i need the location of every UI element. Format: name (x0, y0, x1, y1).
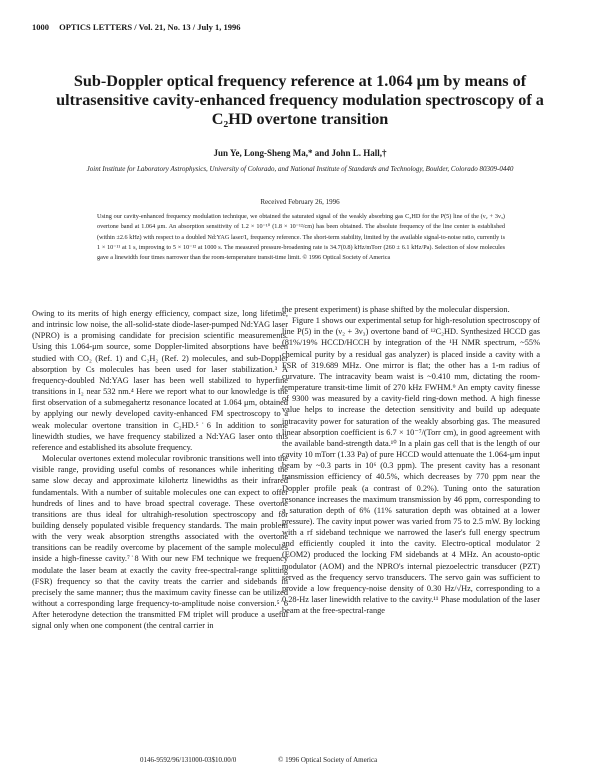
body-column-right (282, 304, 540, 616)
paragraph: Molecular overtones extend molecular rovibronic transitions well into the visible range, providing useful combs of resonances while inheriting the same slow decay and approximate kilohertz linewidths as their infrared fundamentals. With a number of suitable molecules one can expect to offer hundreds of lines and to have broad spectral coverage. These overtone transitions are thus ideal for ultrahigh-resolution spectroscopy and for building densely populated visible frequency standards. The main problem with the very weak absorption strengths associated with the overtone transitions can be readily overcome by placement of the sample molecules inside a high-finesse cavity.⁷˙8 With our new FM technique we frequency modulate the laser beam at exactly the cavity free-spectral-range splitting (FSR) frequency so that the cavity treats the carrier and sidebands in precisely the same manner; thus the maximum cavity finesse can be utilized without a corresponding large frequency-to-amplitude noise conversion.⁵˙6 After heterodyne detection the transmitted FM triplet will produce a useful signal only when one component (the central carrier in (32, 454, 288, 631)
received-date: Received February 26, 1996 (260, 198, 340, 206)
running-header (32, 22, 572, 32)
journal-citation: OPTICS LETTERS / Vol. 21, No. 13 / July 1, 1996 (59, 22, 241, 32)
copyright: © 1996 Optical Society of America (278, 756, 378, 764)
article-code: 0146-9592/96/131000-03$10.00/0 (140, 756, 237, 764)
page-number: 1000 (32, 22, 49, 32)
paragraph: the present experiment) is phase shifted by the molecular dispersion. (282, 305, 510, 314)
paper-title: Sub-Doppler optical frequency reference at 1.064 μm by means of ultrasensitive cavity-enhanced frequency modulation spectroscopy of a C₂HD overtone transition (56, 72, 544, 128)
paragraph: Figure 1 shows our experimental setup for high-resolution spectroscopy of line P(5) in the (ν₂ + 3ν₃) overtone band of ¹²C₂HD. Synthesized HCCD gas (81%/19% HCCD/HCCH by integration of the ¹H NMR spectrum, ~55% chemical purity by a residual gas analyzer) is placed inside a cavity with a FSR of 319.689 MHz. One mirror is flat; the other has a 1-m radius of curvature. The intracavity beam waist is ~0.410 mm, dictating the room-temperature transit-time limit of 270 kHz FWHM.⁹ An empty cavity finesse of 9300 was measured by a cavity-field ring-down method. A high finesse value helps to increase the detection sensitivity and build up adequate intracavity power for saturation of the weakly absorbing gas. The measured linear absorption coefficient is 6.7 × 10⁻⁷/(Torr cm), in good agreement with the available band-strength data.¹⁰ In a plain gas cell that is the length of our cavity 10 mTorr (1.33 Pa) of pure HCCD would attenuate the 1.064-μm input beam by ~0.3 parts in 10⁶ (0.3 ppm). The present cavity has a resonant transmission efficiency of 40.5%, which decreases by 770 ppm near the Doppler profile peak (a contrast of 0.2%). Tuning onto the saturation resonance increases the maximum transmission by 46 ppm, corresponding to a saturation depth of 6% (11% saturation depth was obtained at a lower pressure). The cavity input power was varied from 75 to 2.5 mW. By locking with a rf sideband technique we narrowed the laser's full energy spectrum and efficiently coupled it into the cavity. Electro-optical modulator 2 (EOM2) produced the locking FM sidebands at 4 MHz. An acousto-optic modulator (AOM) and the NPRO's internal piezoelectric transducer (PZT) served as the frequency servo transducers. The servo gain was sufficient to provide a low frequency-noise density of 0.30 Hz/√Hz, corresponding to a 0.28-Hz laser linewidth relative to the cavity.¹¹ Phase modulation of the laser beam at the free-spectral-range (282, 316, 540, 616)
paragraph: Owing to its merits of high energy efficiency, compact size, long lifetime, and intrinsic low noise, the all-solid-state diode-laser-pumped Nd:YAG laser (NPRO) is a promising candidate for precision scientific measurements. Using this 1.064-μm source, some Doppler-limited absorptions have been studied with CO₂ (Ref. 1) and C₂H₂ (Ref. 2) molecules, and sub-Doppler absorption by Cs molecules has been used for laser stabilization.³ A frequency-doubled Nd:YAG laser has been well stabilized to hyperfine transitions in I₂ near 532 nm.⁴ Here we report what to our knowledge is the first observation of a submegahertz resonance located at 1.064 μm, obtained by applying our newly developed cavity-enhanced FM spectroscopy to a weak molecular overtone transition in C₂HD.⁵˙6 In addition to some linewidth studies, we have frequency stabilized a Nd:YAG laser onto this reference and established its absolute frequency. (32, 309, 288, 452)
abstract: Using our cavity-enhanced frequency modulation technique, we obtained the saturated signal of the weakly absorbing gas C₂HD for the P(5) line of the (ν₂ + 3ν₃) overtone band at 1.064 μm. An absorption sensitivity of 1.2 × 10⁻¹⁰ (1.8 × 10⁻¹²/cm) has been obtained. The absolute frequency of the line center is established (within ±2.6 kHz) with respect to a doubled Nd:YAG laser/I₂ frequency reference. The short-term stability, limited by the available signal-to-noise ratio, currently is 1 × 10⁻¹¹ at 1 s, improving to 5 × 10⁻¹² at 1000 s. The measured pressure-broadening rate is 34.7(0.8) kHz/mTorr (260 ± 6.1 kHz/Pa). Selection of slow molecules gave a linewidth four times narrower than the room-temperature transit-time limit. © 1996 Optical Society of America (97, 213, 505, 262)
affiliation: Joint Institute for Laboratory Astrophysics, University of Colorado, and National Institute of Standards and Technology, Boulder, Colorado 80309-0440 (86, 165, 514, 173)
author-list: Jun Ye, Long-Sheng Ma,* and John L. Hall,† (213, 148, 387, 158)
body-column-left (32, 308, 288, 632)
page-footer (140, 756, 540, 764)
